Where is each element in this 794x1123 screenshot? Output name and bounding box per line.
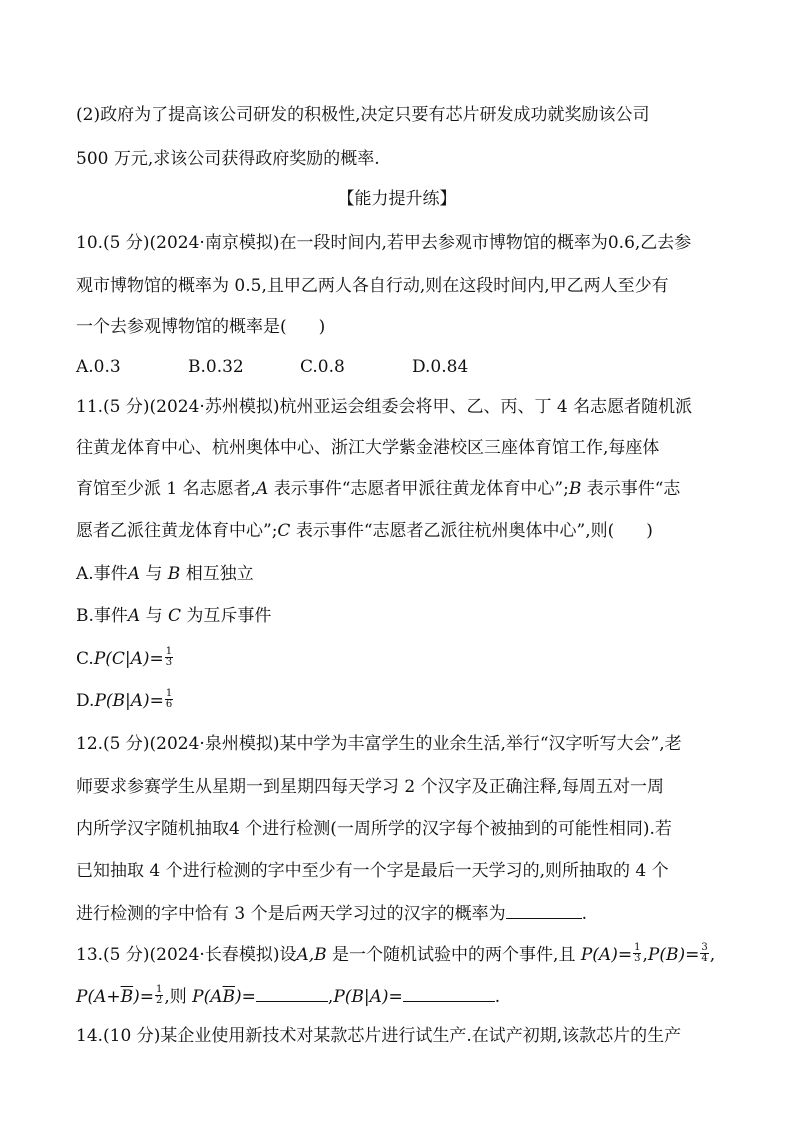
q10-option-d: D.0.84 xyxy=(412,357,469,377)
q11-opt-c-expr: P(C|A)= xyxy=(93,649,164,669)
q13-pab-den: 2 xyxy=(155,995,163,1006)
q13-pab-bar: $\overline{B}$ xyxy=(120,987,134,1007)
q9-line2: 500 万元,求该公司获得政府奖励的概率. xyxy=(76,149,380,169)
q10-line2: 观市博物馆的概率为 0.5,且甲乙两人各自行动,则在这段时间内,甲乙两人至少有 xyxy=(76,276,669,296)
q11-opt-c-label: C. xyxy=(76,649,94,669)
q11-var-a: A xyxy=(256,479,269,499)
q11-line4-end: ) xyxy=(646,521,653,541)
q11-option-a xyxy=(76,563,254,585)
q11-opt-a-mid: 与 xyxy=(145,564,163,584)
q13-pab-pre: P(A+ xyxy=(76,987,121,1007)
q11-opt-a-var2: B xyxy=(167,564,181,584)
q13-pa-fraction xyxy=(633,943,641,964)
q11-opt-b-mid: 与 xyxy=(145,606,163,626)
q11-line4a: 愿者乙派往黄龙体育中心”; xyxy=(76,521,278,541)
q11-var-c: C xyxy=(277,521,291,541)
q12-line5 xyxy=(76,902,587,925)
q11-opt-a-post: 相互独立 xyxy=(185,564,254,584)
q12-line5-end: . xyxy=(581,904,588,924)
q11-option-c xyxy=(76,648,174,670)
q11-option-b xyxy=(76,605,271,627)
q11-opt-b-pre: B.事件 xyxy=(76,606,128,626)
q13-pb-den: 4 xyxy=(701,953,708,964)
q13-pabbar-pre: P(A xyxy=(192,987,223,1007)
section-heading: 【能力提升练】 xyxy=(337,189,457,209)
q13-pb: P(B)= xyxy=(647,945,700,965)
q11-opt-d-fraction xyxy=(165,689,173,710)
q10-option-a: A.0.3 xyxy=(76,357,121,377)
q12-answer-blank[interactable] xyxy=(506,902,582,919)
q13-line2: $P(A+\overline{B})=$ $\frac{1}{2}$ ,则 $P(A\overline{B})= ,P(B|A)=$ . xyxy=(76,984,501,1007)
q11-line4b: 表示事件“志愿者乙派往杭州奥体中心”,则( xyxy=(295,521,615,541)
q10-option-b: B.0.32 xyxy=(188,357,244,377)
q14-line1: 14.(10 分)某企业使用新技术对某款芯片进行试生产.在试产初期,该款芯片的生产 xyxy=(76,1026,682,1046)
q11-opt-b-post: 为互斥事件 xyxy=(186,606,272,626)
q11-opt-b-var1: A xyxy=(127,606,141,626)
q13-vars: A,B xyxy=(296,945,327,965)
q11-opt-d-expr: P(B|A)= xyxy=(94,691,164,711)
q13-pb-num: 3 xyxy=(701,942,708,953)
q12-line4: 已知抽取 4 个进行检测的字中至少有一个字是最后一天学习的,则所抽取的 4 个 xyxy=(76,861,669,881)
q11-opt-a-var1: A xyxy=(127,564,140,584)
q11-opt-d-label: D. xyxy=(76,691,95,711)
q11-opt-c-fraction xyxy=(165,647,173,668)
q11-line3c: 表示事件“志 xyxy=(586,479,681,499)
q12-line2: 师要求参赛学生从星期一到星期四每天学习 2 个汉字及正确注释,每周五对一周 xyxy=(76,777,665,797)
q10-option-c: C.0.8 xyxy=(300,357,345,377)
q13-pbga: P(B|A)= xyxy=(333,987,403,1007)
q13-pab-fraction xyxy=(155,985,163,1006)
q11-opt-d-num: 1 xyxy=(165,688,173,699)
q11-opt-a-pre: A.事件 xyxy=(76,564,128,584)
q13-answer-blank-1[interactable] xyxy=(256,985,328,1002)
q11-opt-c-den: 3 xyxy=(165,657,173,668)
q11-var-b: B xyxy=(568,479,582,499)
q13-then: ,则 xyxy=(164,987,187,1007)
q11-line4 xyxy=(76,520,653,542)
q13-pab-num: 1 xyxy=(155,984,163,995)
q13-answer-blank-2[interactable] xyxy=(403,985,495,1002)
q12-line5-text: 进行检测的字中恰有 3 个是后两天学习过的汉字的概率为 xyxy=(76,904,506,924)
q13-pa-den: 3 xyxy=(634,953,641,964)
q11-line3 xyxy=(76,478,680,500)
q13-pa-num: 1 xyxy=(634,942,641,953)
q10-line3 xyxy=(76,316,325,338)
q11-line2: 往黄龙体育中心、杭州奥体中心、浙江大学紫金港校区三座体育馆工作,每座体 xyxy=(76,438,660,458)
q12-line1: 12.(5 分)(2024·泉州模拟)某中学为丰富学生的业余生活,举行“汉字听写大会”,老 xyxy=(76,734,682,754)
q10-line3-end: ) xyxy=(318,317,326,337)
q11-option-d xyxy=(76,690,174,712)
q10-line1: 10.(5 分)(2024·南京模拟)在一段时间内,若甲去参观市博物馆的概率为0.6,乙去参 xyxy=(76,233,692,253)
q12-line3: 内所学汉字随机抽取4 个进行检测(一周所学的汉字每个被抽到的可能性相同).若 xyxy=(76,819,672,839)
q9-line1: (2)政府为了提高该公司研发的积极性,决定只要有芯片研发成功就奖励该公司 xyxy=(76,105,650,125)
q13-mid: 是一个随机试验中的两个事件,且 xyxy=(332,945,576,965)
q13-pre: 13.(5 分)(2024·长春模拟)设 xyxy=(76,945,297,965)
q13-pa: P(A)= xyxy=(580,945,633,965)
q11-opt-c-num: 1 xyxy=(165,646,173,657)
q13-pabbar-bar: $\overline{B}$ xyxy=(222,987,236,1007)
q11-line3b: 表示事件“志愿者甲派往黄龙体育中心”; xyxy=(273,479,569,499)
q13-line1: 13.(5 分)(2024·长春模拟)设A,B 是一个随机试验中的两个事件,且 P(A)= $\frac{1}{3}$ ,P(B)= $\frac{3}{4}$ , xyxy=(76,942,716,965)
q11-opt-b-var2: C xyxy=(168,606,182,626)
q13-pb-fraction xyxy=(700,943,708,964)
q13-end: . xyxy=(494,987,501,1007)
q11-line1: 11.(5 分)(2024·苏州模拟)杭州亚运会组委会将甲、乙、丙、丁 4 名志愿者随机派 xyxy=(76,397,693,417)
q10-line3-text: 一个去参观博物馆的概率是( xyxy=(76,317,287,337)
q13-pabbar-post: )= xyxy=(235,987,256,1007)
q13-pab-post: )= xyxy=(133,987,154,1007)
q11-line3a: 育馆至少派 1 名志愿者, xyxy=(76,479,257,499)
q11-opt-d-den: 6 xyxy=(165,699,173,710)
